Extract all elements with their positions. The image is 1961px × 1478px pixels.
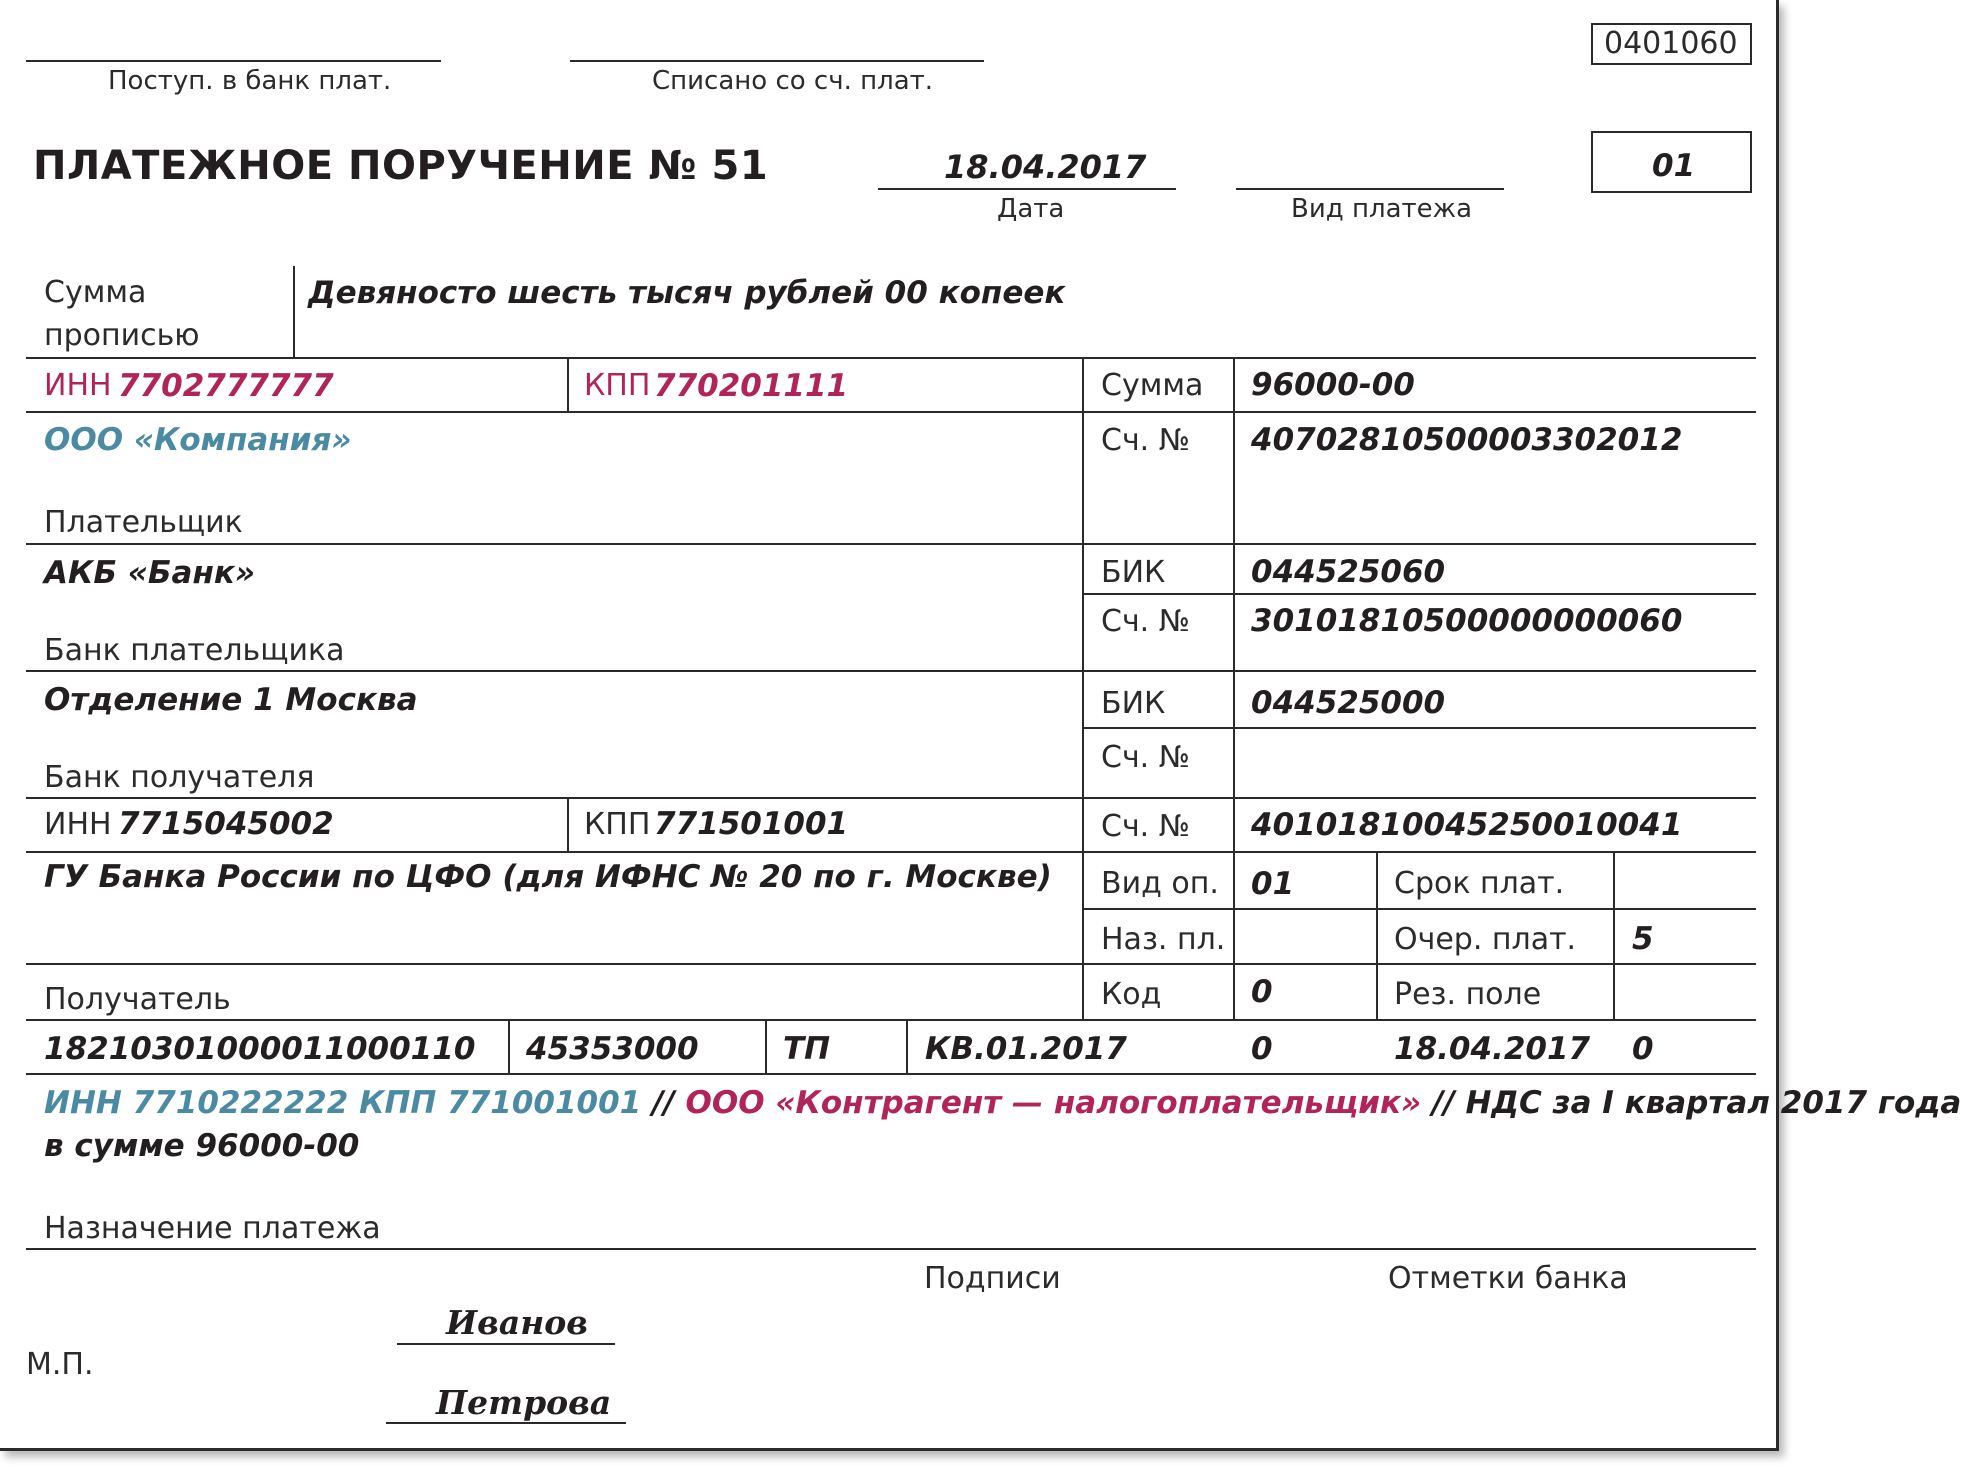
grid-line [26, 1019, 1756, 1021]
recipient-account-label: Сч. № [1101, 809, 1190, 844]
date-label: Дата [997, 194, 1065, 224]
kod-label: Код [1101, 977, 1162, 1012]
payer-bank-bik-label: БИК [1101, 555, 1166, 590]
signature-line-1 [397, 1343, 615, 1345]
payer-kpp-label: КПП [584, 368, 651, 403]
payment-type-code: 0 [1632, 1031, 1654, 1067]
purpose-inn-kpp: ИНН 7710222222 КПП 771001001 [44, 1085, 642, 1121]
debited-label: Списано со сч. плат. [652, 66, 934, 96]
recipient-account: 40101810045250010041 [1251, 807, 1683, 843]
signature-petrova: Петрова [436, 1383, 612, 1422]
recipient-bank-account-label: Сч. № [1101, 740, 1190, 775]
grid-vline [567, 357, 569, 411]
vid-op: 01 [1251, 866, 1295, 902]
payer-bank-name: АКБ «Банк» [44, 555, 256, 591]
grid-line [26, 357, 1756, 359]
received-date-line [26, 60, 441, 62]
purpose-line-2: в сумме 96000-00 [44, 1128, 360, 1164]
recipient-bank-name: Отделение 1 Москва [44, 682, 418, 718]
payer-bank-account-label: Сч. № [1101, 604, 1190, 639]
grid-vline [1613, 851, 1615, 1019]
tax-period: КВ.01.2017 [925, 1031, 1127, 1067]
kod: 0 [1251, 974, 1273, 1010]
amount-words-divider [293, 266, 295, 357]
grid-line [1082, 727, 1756, 729]
grid-line [26, 1248, 1756, 1250]
payer-label: Плательщик [44, 505, 243, 540]
purpose-counterparty: ООО «Контрагент — налогоплательщик» [685, 1085, 1422, 1121]
date-value: 18.04.2017 [944, 148, 1147, 186]
payer-account-label: Сч. № [1101, 423, 1190, 458]
grid-vline [765, 1019, 767, 1073]
doc-number: 0 [1251, 1031, 1273, 1067]
received-label: Поступ. в банк плат. [108, 66, 392, 96]
recipient-inn: 7715045002 [118, 806, 334, 842]
grid-vline [1233, 357, 1235, 1019]
payer-inn: 7702777777 [118, 368, 334, 404]
payment-basis: ТП [783, 1031, 831, 1067]
grid-line [26, 670, 1756, 672]
payer-bank-label: Банк плательщика [44, 633, 345, 668]
debited-date-line [570, 60, 984, 62]
recipient-kpp: 771501001 [654, 806, 849, 842]
signature-ivanov: Иванов [446, 1303, 588, 1342]
payer-bank-bik: 044525060 [1251, 554, 1446, 590]
payment-type-line [1236, 188, 1504, 190]
ocher: 5 [1632, 921, 1654, 957]
purpose-separator: // [652, 1085, 675, 1121]
vid-op-label: Вид оп. [1101, 866, 1219, 901]
rez-label: Рез. поле [1394, 977, 1542, 1012]
recipient-bank-bik-label: БИК [1101, 686, 1166, 721]
recipient-kpp-label: КПП [584, 807, 651, 842]
stamp-label: М.П. [26, 1347, 94, 1382]
sum-value: 96000-00 [1251, 367, 1415, 403]
signature-line-2 [386, 1422, 626, 1424]
grid-line [1082, 908, 1756, 910]
date-line [878, 188, 1176, 190]
status-code: 01 [1652, 148, 1696, 184]
purpose-line-1 [44, 1085, 1961, 1121]
payer-account: 40702810500003302012 [1251, 422, 1683, 458]
grid-line [26, 411, 1756, 413]
signatures-label: Подписи [924, 1261, 1061, 1296]
doc-date: 18.04.2017 [1394, 1031, 1591, 1067]
grid-line [26, 851, 1756, 853]
payment-type-label: Вид платежа [1291, 194, 1473, 224]
grid-vline [1376, 851, 1378, 1019]
amount-words-label-1: Сумма [44, 275, 147, 310]
recipient-label: Получатель [44, 982, 231, 1017]
srok-label: Срок плат. [1394, 866, 1565, 901]
sum-label: Сумма [1101, 368, 1204, 403]
grid-vline [906, 1019, 908, 1073]
grid-vline [508, 1019, 510, 1073]
grid-line [1082, 593, 1756, 595]
purpose-label: Назначение платежа [44, 1211, 381, 1246]
recipient-name: ГУ Банка России по ЦФО (для ИФНС № 20 по г. Москве) [44, 859, 1052, 895]
purpose-text: НДС за I квартал 2017 года [1465, 1085, 1961, 1121]
amount-words-label-2: прописью [44, 318, 200, 353]
recipient-bank-label: Банк получателя [44, 760, 315, 795]
purpose-separator: // [1432, 1085, 1455, 1121]
naz-label: Наз. пл. [1101, 922, 1226, 957]
grid-vline [567, 797, 569, 851]
bank-marks-label: Отметки банка [1388, 1261, 1628, 1296]
document-title: ПЛАТЕЖНОЕ ПОРУЧЕНИЕ № 51 [33, 143, 769, 189]
kbk: 18210301000011000110 [44, 1031, 476, 1067]
amount-words-value: Девяносто шесть тысяч рублей 00 копеек [308, 275, 1066, 311]
grid-line [26, 963, 1756, 965]
payer-inn-label: ИНН [44, 368, 112, 403]
payer-kpp: 770201111 [654, 368, 849, 404]
payer-name: ООО «Компания» [44, 422, 352, 458]
grid-line [26, 543, 1756, 545]
recipient-bank-bik: 044525000 [1251, 685, 1446, 721]
grid-vline [1082, 357, 1084, 1019]
ocher-label: Очер. плат. [1394, 922, 1577, 957]
form-code: 0401060 [1604, 26, 1738, 61]
oktmo: 45353000 [526, 1031, 699, 1067]
grid-line [26, 1073, 1756, 1075]
recipient-inn-label: ИНН [44, 807, 112, 842]
grid-line [26, 797, 1756, 799]
payer-bank-account: 30101810500000000060 [1251, 603, 1683, 639]
